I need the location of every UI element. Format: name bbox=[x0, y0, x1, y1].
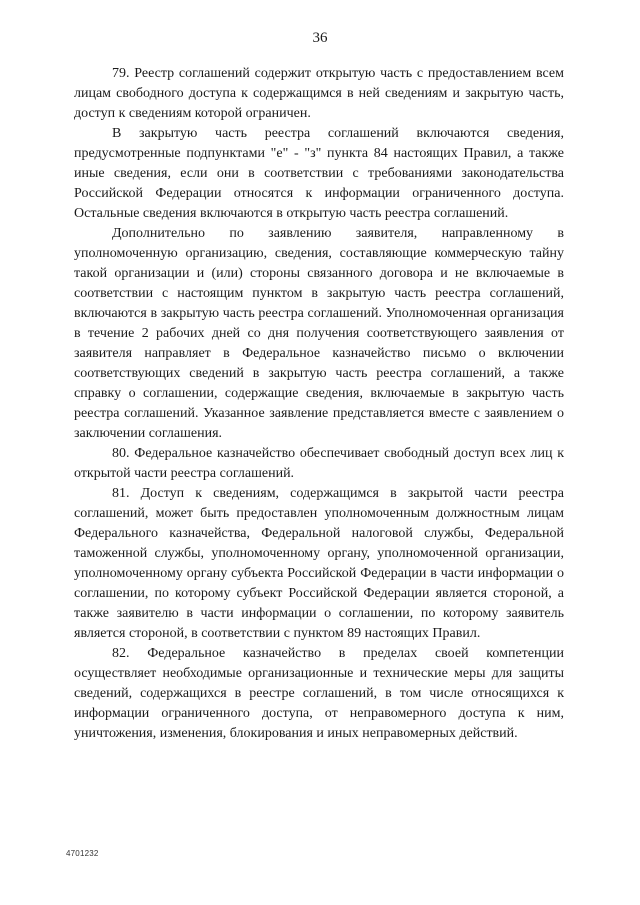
document-code: 4701232 bbox=[66, 849, 99, 858]
page-number: 36 bbox=[312, 30, 328, 46]
paragraph-82: 82. Федеральное казначейство в пределах своей компетенции осуществляет необходимые организационные и технические меры для защиты сведений, содержащихся в реестре соглашений, в том числе относящихся к информации ограниченного доступа, от неправомерного доступа к ним, уничтожения, изменения, блокирования и иных неправомерных действий. bbox=[74, 646, 564, 741]
paragraph-additional: Дополнительно по заявлению заявителя, направленному в уполномоченную организацию, сведения, составляющие коммерческую тайну такой организации и (или) стороны связанного договора и не включаемые в соответствии с настоящим пунктом в закрытую часть реестра соглашений, включаются в закрытую часть реестра соглашений. Уполномоченная организация в течение 2 рабочих дней со дня получения соответствующего заявления от заявителя направляет в Федеральное казначейство письмо о включении соответствующих сведений в закрытую часть реестра соглашений, а также справку о соглашении, содержащие сведения, включаемые в закрытую часть реестра соглашений. Указанное заявление представляется вместе с заявлением о заключении соглашения. bbox=[74, 226, 564, 441]
paragraph-81: 81. Доступ к сведениям, содержащимся в закрытой части реестра соглашений, может быть предоставлен уполномоченным должностным лицам Федерального казначейства, Федеральной налоговой службы, Федеральной таможенной службы, уполномоченному органу, уполномоченной организации, уполномоченному органу субъекта Российской Федерации в части информации о соглашении, по которому субъект Российской Федерации является стороной, а также заявителю в части информации о соглашении, по которому заявитель является стороной, в соответствии с пунктом 89 настоящих Правил. bbox=[74, 486, 564, 641]
paragraph-80: 80. Федеральное казначейство обеспечивает свободный доступ всех лиц к открытой части реестра соглашений. bbox=[74, 446, 564, 481]
paragraph-79: 79. Реестр соглашений содержит открытую часть с предоставлением всем лицам свободного доступа к содержащимся в ней сведениям и закрытую часть, доступ к сведениям которой ограничен. bbox=[74, 66, 564, 121]
paragraph-closed-part: В закрытую часть реестра соглашений включаются сведения, предусмотренные подпунктами "е" - "з" пункта 84 настоящих Правил, а также иные сведения, если они в соответствии с требованиями законодательства Российской Федерации относятся к информации ограниченного доступа. Остальные сведения включаются в открытую часть реестра соглашений. bbox=[74, 126, 564, 221]
document-body bbox=[74, 64, 564, 744]
